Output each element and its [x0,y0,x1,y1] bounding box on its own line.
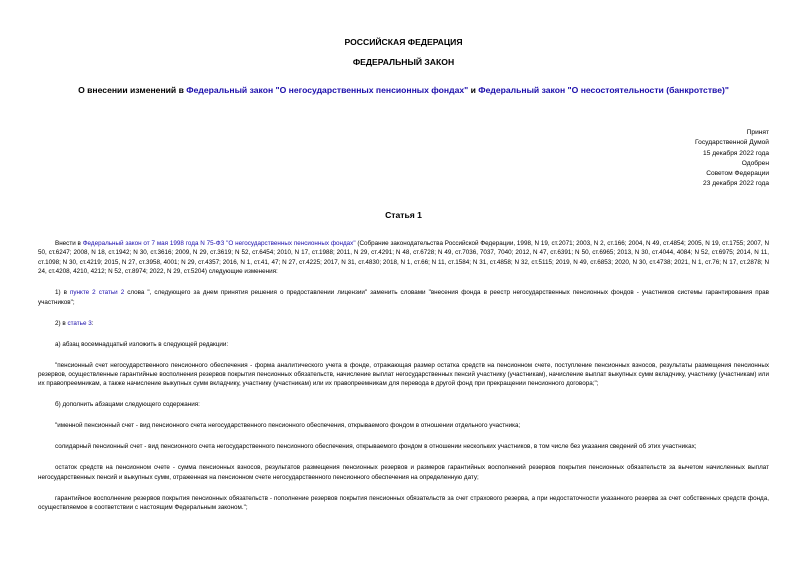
approved-date: 23 декабря 2022 года [703,180,769,188]
paragraph-account-balance: остаток средств на пенсионном счете - сумма пенсионных взносов, результатов размещения пенсионных резервов и размеров гарантийных восполнений резервов покрытия пенсионных обязательств за вычетом начисленных выплат негосударственных пенсий и выкупных сумм, отраженная на пенсионном счете негосударственного пенсионного обеспечения на определенную дату; [38,464,769,481]
intro-rest: (Собрание законодательства Российской Федерации, 1998, N 19, ст.2071; 2003, N 2, ст.166; 2004, N 49, ст.4854; 2005, N 19, ст.1755; 2007, N 50, ст.6247; 2008, N 18, ст.1942; N 30, ст.3616; 2009, N 29, ст.3619; N 52, ст.6454; 2010, N 17, ст.1988; 2011, N 29, ст.4291; N 48, ст.6728; N 49, ст.7036, 7037, 7040; 2012, N 47, ст.6391; N 50, ст.6965; 2013, N 30, ст.4044, 4084; N 52, ст.6975; 2014, N 11, ст.1098; N 30, ст.4219; 2015, N 27, ст.3958, 4001; N 29, ст.4357; 2016, N 1, ст.41, 47; N 27, ст.4225; 2017, N 31, ст.4830; 2018, N 1, ст.66; N 11, ст.1584; N 31, ст.4858; N 32, ст.5115; 2019, N 49, ст.6853; 2020, N 30, ст.4738; 2021, N 1, ст.76; N 17, ст.2878; N 24, ст.4208, 4210, 4212; N 52, ст.8974; 2022, N 29, ст.5204) следующие изменения: [38,240,769,276]
law-title-prefix: О внесении изменений в [78,85,187,95]
paragraph-item-2a: а) абзац восемнадцатый изложить в следующей редакции: [55,340,229,348]
adopted-by: Государственной Думой [695,139,769,147]
adopted-date: 15 декабря 2022 года [703,149,769,157]
item-1-prefix: 1) в [55,289,70,297]
approved-label: Одобрен [741,159,769,167]
link-bankruptcy-law[interactable]: Федеральный закон "О несостоятельности (банкротстве)" [478,85,729,95]
paragraph-named-account: "именной пенсионный счет - вид пенсионного счета негосударственного пенсионного обеспечения, открываемого фондом в отношении отдельного участника; [55,422,521,430]
law-title [0,85,807,95]
paragraph-item-1 [38,288,769,307]
intro-prefix: Внести в [55,240,83,247]
paragraph-solidary-account: солидарный пенсионный счет - вид пенсионного счета негосударственного пенсионного обеспечения, открываемого фондом в отношении нескольких участников, в том числе без указания сведений об этих участниках; [55,443,697,451]
adopted-label: Принят [746,129,769,136]
paragraph-item-2b: б) дополнить абзацами следующего содержания: [55,401,200,409]
link-npf-law[interactable]: Федеральный закон "О негосударственных пенсионных фондах" [186,85,469,95]
approved-by: Советом Федерации [706,170,769,178]
article-title: Статья 1 [385,210,422,220]
article-body [38,239,769,524]
item-2-prefix: 2) в [55,319,68,327]
paragraph-guarantee-replenishment: гарантийное восполнение резервов покрытия пенсионных обязательств - пополнение резервов покрытия пенсионных обязательств за счет страхового резерва, а при недостаточности указанного резерва за счет собственных средств фонда, осуществляемое в соответствии с настоящим Федеральным законом."; [38,494,769,512]
item-2-rest: : [91,319,94,327]
paragraph-pension-account: "пенсионный счет негосударственного пенсионного обеспечения - форма аналитического учета в фонде, отражающая размер остатка средств на пенсионном счете, поступление пенсионных взносов, результаты размещения пенсионных резервов, осуществленные гарантийные восполнения резервов покрытия пенсионных обязательств, начисление выплат негосударственных пенсий участнику (участникам), начисление выплат выкупных сумм вкладчику, участнику (участникам) или их правопреемникам, а также начисление выкупных сумм вкладчику, участнику (участникам) или их правопреемникам для перевода в другой фонд при прекращении пенсионного договора;"; [38,361,769,388]
paragraph-item-2 [38,319,769,328]
law-title-mid: и [468,85,479,95]
document-type-heading: ФЕДЕРАЛЬНЫЙ ЗАКОН [352,57,455,67]
country-heading: РОССИЙСКАЯ ФЕДЕРАЦИЯ [344,37,463,47]
link-article-2-point-2[interactable]: пункте 2 статьи 2 [69,289,125,297]
item-1-rest: слова ", следующего за днем принятия решения о предоставлении лицензии" заменить словами "внесения фонда в реестр негосударственных пенсионных фондов - участников системы гарантирования прав участников"; [38,289,769,306]
link-law-75fz[interactable]: Федеральный закон от 7 мая 1998 года N 75-ФЗ "О негосударственных пенсионных фондах" [82,240,356,247]
adoption-block [695,128,769,190]
link-article-3[interactable]: статье 3 [67,319,92,327]
paragraph-intro [38,239,769,277]
